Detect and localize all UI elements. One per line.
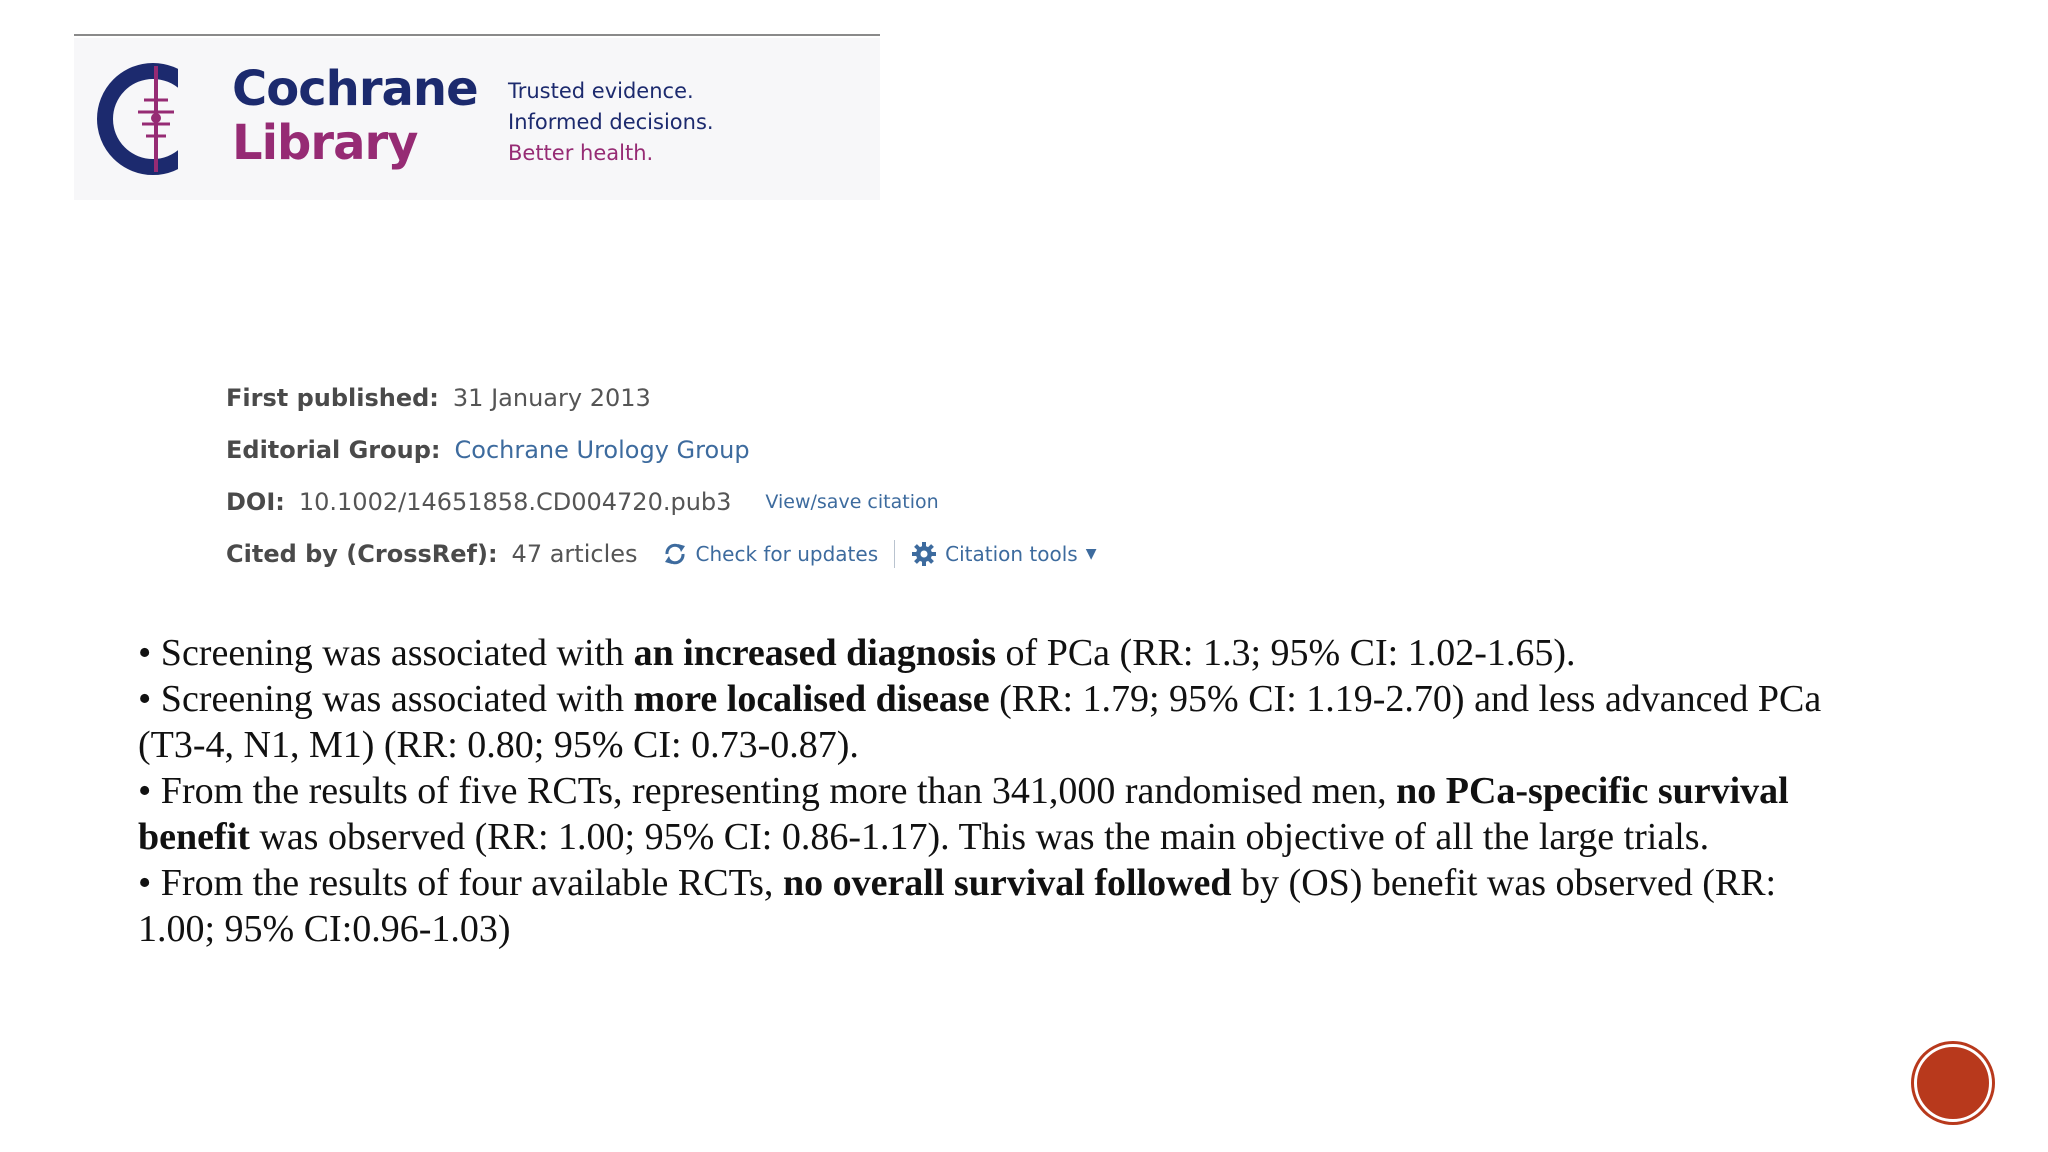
- tagline-line1: Trusted evidence.: [508, 79, 694, 103]
- first-published-label: First published:: [226, 384, 439, 412]
- chevron-down-icon: ▼: [1085, 546, 1097, 562]
- editorial-group-link[interactable]: Cochrane Urology Group: [454, 436, 750, 464]
- first-published-value: 31 January 2013: [452, 384, 651, 412]
- logo-name-line2: Library: [232, 115, 418, 171]
- cited-by-label: Cited by (CrossRef):: [226, 540, 498, 568]
- toolbar-separator: [894, 540, 895, 568]
- editorial-group-row: [226, 424, 1097, 476]
- finding-item: [138, 630, 1858, 676]
- editorial-group-label: Editorial Group:: [226, 436, 441, 464]
- top-divider: [74, 34, 880, 36]
- citation-tools-label: Citation tools: [945, 542, 1078, 566]
- doi-value: 10.1002/14651858.CD004720.pub3: [298, 488, 732, 516]
- logo-tagline: [508, 76, 714, 169]
- finding-highlight: an increased diagnosis: [633, 632, 997, 674]
- view-save-citation-link[interactable]: View/save citation: [765, 491, 939, 513]
- check-updates-label: Check for updates: [695, 542, 879, 566]
- cochrane-logo-icon: [94, 60, 212, 178]
- logo-wordmark: [232, 62, 478, 170]
- finding-text: • Screening was associated with: [138, 632, 634, 674]
- finding-text: • From the results of four available RCTs,: [138, 862, 783, 904]
- review-metadata: [226, 372, 1097, 580]
- findings-list: [138, 630, 1858, 952]
- logo-name-line1: Cochrane: [232, 61, 478, 117]
- gear-icon: [911, 541, 937, 567]
- finding-text: was observed (RR: 1.00; 95% CI: 0.86-1.17). This was the main objective of all the large trials.: [249, 816, 1710, 858]
- cited-by-value: 47 articles: [511, 540, 638, 568]
- first-published-row: [226, 372, 1097, 424]
- slide-nav-button[interactable]: [1914, 1044, 1992, 1122]
- finding-item: [138, 860, 1858, 952]
- tagline-line3: Better health.: [508, 141, 654, 165]
- doi-row: [226, 476, 1097, 528]
- check-updates-button[interactable]: [662, 542, 879, 566]
- cited-by-row: [226, 528, 1097, 580]
- finding-text: of PCa (RR: 1.3; 95% CI: 1.02-1.65).: [996, 632, 1576, 674]
- finding-item: [138, 768, 1858, 860]
- finding-highlight: no overall survival followed: [782, 862, 1232, 904]
- citation-tools-button[interactable]: [911, 541, 1096, 567]
- refresh-icon: [662, 543, 688, 565]
- cochrane-library-logo: [74, 38, 880, 200]
- finding-text: • From the results of five RCTs, representing more than 341,000 randomised men,: [138, 770, 1397, 812]
- finding-highlight: more localised disease: [633, 678, 990, 720]
- doi-label: DOI:: [226, 488, 285, 516]
- finding-text: by (OS) benefit was observed (RR: 1.00; 95% CI:0.96-1.03): [138, 862, 1777, 950]
- finding-text: • Screening was associated with: [138, 678, 634, 720]
- finding-item: [138, 676, 1858, 768]
- finding-highlight: no PCa-specific survival benefit: [138, 770, 1789, 858]
- tagline-line2: Informed decisions.: [508, 110, 714, 134]
- finding-text: (RR: 1.79; 95% CI: 1.19-2.70) and less advanced PCa (T3-4, N1, M1) (RR: 0.80; 95% CI: 0.73-0.87).: [138, 678, 1822, 766]
